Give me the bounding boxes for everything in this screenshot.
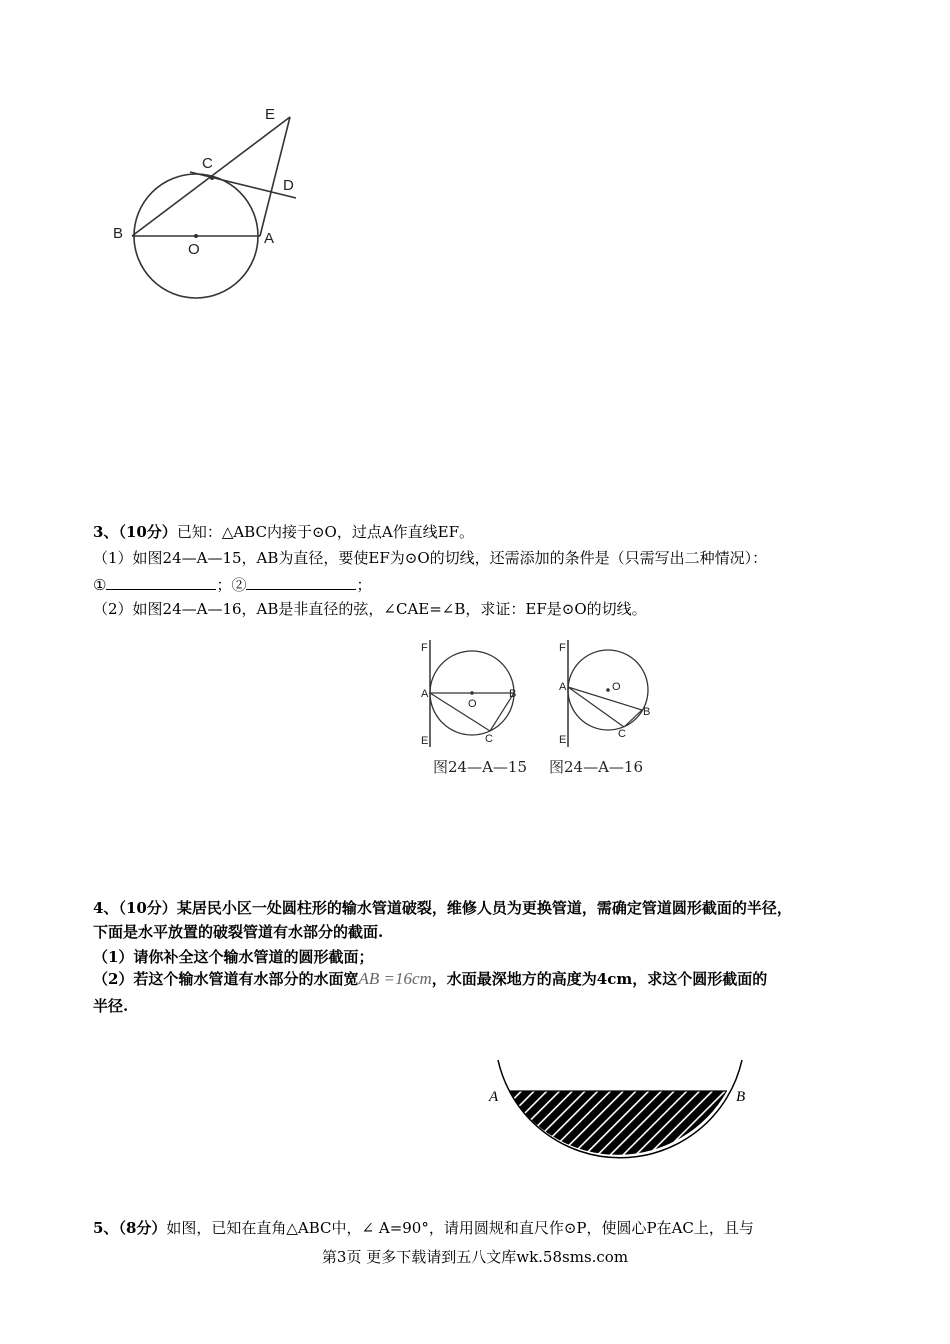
- label-c: C: [485, 733, 493, 745]
- figure-24-a-16: [556, 632, 666, 747]
- q4-line1-text: 某居民小区一处圆柱形的输水管道破裂，维修人员为更换管道，需确定管道圆形截面的半径，: [176, 899, 792, 917]
- caption-24-a-16: 图24—A—16: [549, 758, 644, 776]
- q3-score: （10分）: [118, 523, 177, 541]
- point-o: [194, 234, 198, 238]
- q4-number: 4、: [93, 899, 119, 917]
- chord-ac: [430, 693, 490, 731]
- label-a: A: [559, 681, 567, 693]
- label-a: A: [421, 688, 429, 700]
- label-f: F: [421, 642, 428, 654]
- q4-part2: [93, 969, 767, 989]
- figure-pipe-section: [480, 1055, 760, 1180]
- label-d: D: [283, 177, 294, 194]
- point-c: [210, 176, 214, 180]
- label-o: O: [612, 681, 621, 693]
- q3-intro: [93, 522, 474, 542]
- q4-line1: [93, 898, 792, 918]
- q4-line5: 半径.: [93, 997, 129, 1015]
- q4-line2: 下面是水平放置的破裂管道有水部分的截面.: [93, 923, 384, 941]
- q3-intro-text: 已知：△ABC内接于⊙O，过点A作直线EF。: [176, 523, 475, 541]
- q3-sep: ；: [216, 576, 232, 594]
- page-footer: 第3页 更多下载请到五八文库wk.58sms.com: [321, 1248, 629, 1266]
- line-cd: [190, 172, 296, 198]
- point-o: [470, 691, 474, 695]
- q4-part2-b: ，水面最深地方的高度为4cm，求这个圆形截面的: [431, 970, 768, 988]
- q4-score: （10分）: [118, 899, 177, 917]
- q5-score: （8分）: [118, 1219, 167, 1237]
- label-a: A: [489, 1089, 499, 1105]
- figure-circle-tangent: [108, 100, 308, 305]
- chord-ac: [568, 687, 624, 727]
- label-b: B: [113, 225, 124, 242]
- q4-part2-a: （2）若这个输水管道有水部分的水面宽: [93, 970, 359, 988]
- point-o: [606, 688, 610, 692]
- label-c: C: [202, 155, 213, 172]
- figure-24-a-15: [418, 632, 528, 747]
- q4-part1: （1）请你补全这个输水管道的圆形截面；: [93, 948, 374, 966]
- q3-blank1[interactable]: [106, 574, 216, 590]
- q3-mark2: ②: [231, 576, 247, 594]
- label-e: E: [265, 106, 276, 123]
- chord-bc: [624, 710, 642, 727]
- q3-part2: （2）如图24—A—16，AB是非直径的弦，∠CAE=∠B，求证：EF是⊙O的切线。: [93, 600, 647, 618]
- label-o: O: [188, 241, 200, 258]
- q5-text: 如图，已知在直角△ABC中，∠ A=90°，请用圆规和直尺作⊙P，使圆心P在AC上，且与: [166, 1219, 754, 1237]
- q3-blank2[interactable]: [246, 574, 356, 590]
- q3-end: ；: [356, 576, 372, 594]
- q5-line1: [93, 1218, 754, 1238]
- q3-part1: （1）如图24—A—15，AB为直径，要使EF为⊙O的切线，还需添加的条件是（只需写出二种情况）：: [93, 549, 768, 567]
- label-b: B: [509, 688, 517, 700]
- label-c: C: [618, 728, 626, 740]
- q5-number: 5、: [93, 1219, 119, 1237]
- label-o: O: [468, 698, 477, 710]
- chord-ab: [568, 687, 642, 710]
- label-a: A: [264, 230, 275, 247]
- label-e: E: [559, 734, 567, 746]
- label-b: B: [643, 706, 651, 718]
- q3-mark1: ①: [93, 576, 107, 594]
- label-f: F: [559, 642, 566, 654]
- q3-number: 3、: [93, 523, 119, 541]
- water-region: [509, 1091, 727, 1155]
- caption-24-a-15: 图24—A—15: [433, 758, 528, 776]
- label-e: E: [421, 735, 429, 747]
- q3-blanks: [93, 574, 372, 595]
- label-b: B: [736, 1089, 746, 1105]
- q4-formula: AB =16cm: [358, 969, 432, 988]
